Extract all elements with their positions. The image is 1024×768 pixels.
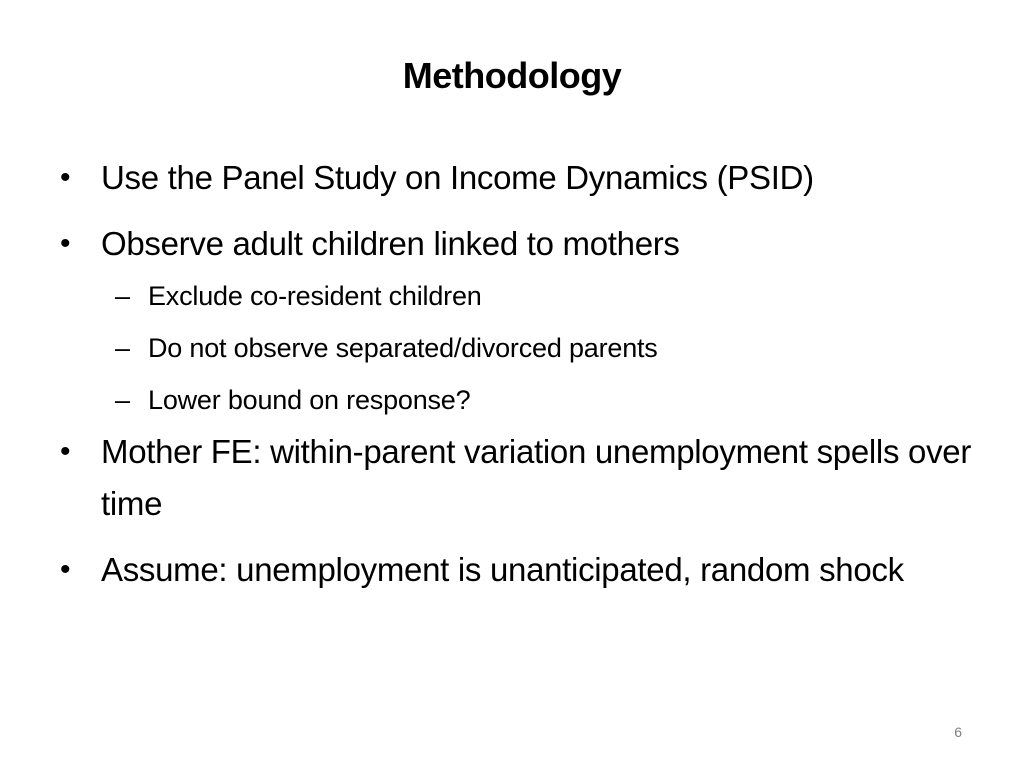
dash-marker: – [115,385,130,415]
page-number: 6 [954,724,962,740]
dash-marker: – [115,281,130,311]
sub-bullet-text: Lower bound on response? [148,385,471,415]
bullet-text: Use the Panel Study on Income Dynamics (PSID) [101,159,814,196]
sub-bullet-text: Exclude co-resident children [148,281,482,311]
bullet-text: Mother FE: within-parent variation unemployment spells over time [101,433,972,522]
bullet-list [58,152,978,596]
sub-bullet-item [103,374,978,426]
sub-bullet-list [58,270,978,426]
sub-bullet-item [103,270,978,322]
bullet-marker: • [60,435,71,468]
bullet-text: Observe adult children linked to mothers [101,225,680,262]
bullet-marker: • [60,227,71,260]
slide-title: Methodology [402,55,622,96]
sub-bullet-text: Do not observe separated/divorced parents [148,333,658,363]
bullet-item [58,544,978,596]
bullet-item [58,218,978,270]
bullet-text: Assume: unemployment is unanticipated, random shock [101,551,904,588]
bullet-marker: • [60,553,71,586]
sub-bullet-item [103,322,978,374]
dash-marker: – [115,333,130,363]
bullet-item [58,152,978,204]
bullet-item [58,426,978,530]
bullet-marker: • [60,161,71,194]
